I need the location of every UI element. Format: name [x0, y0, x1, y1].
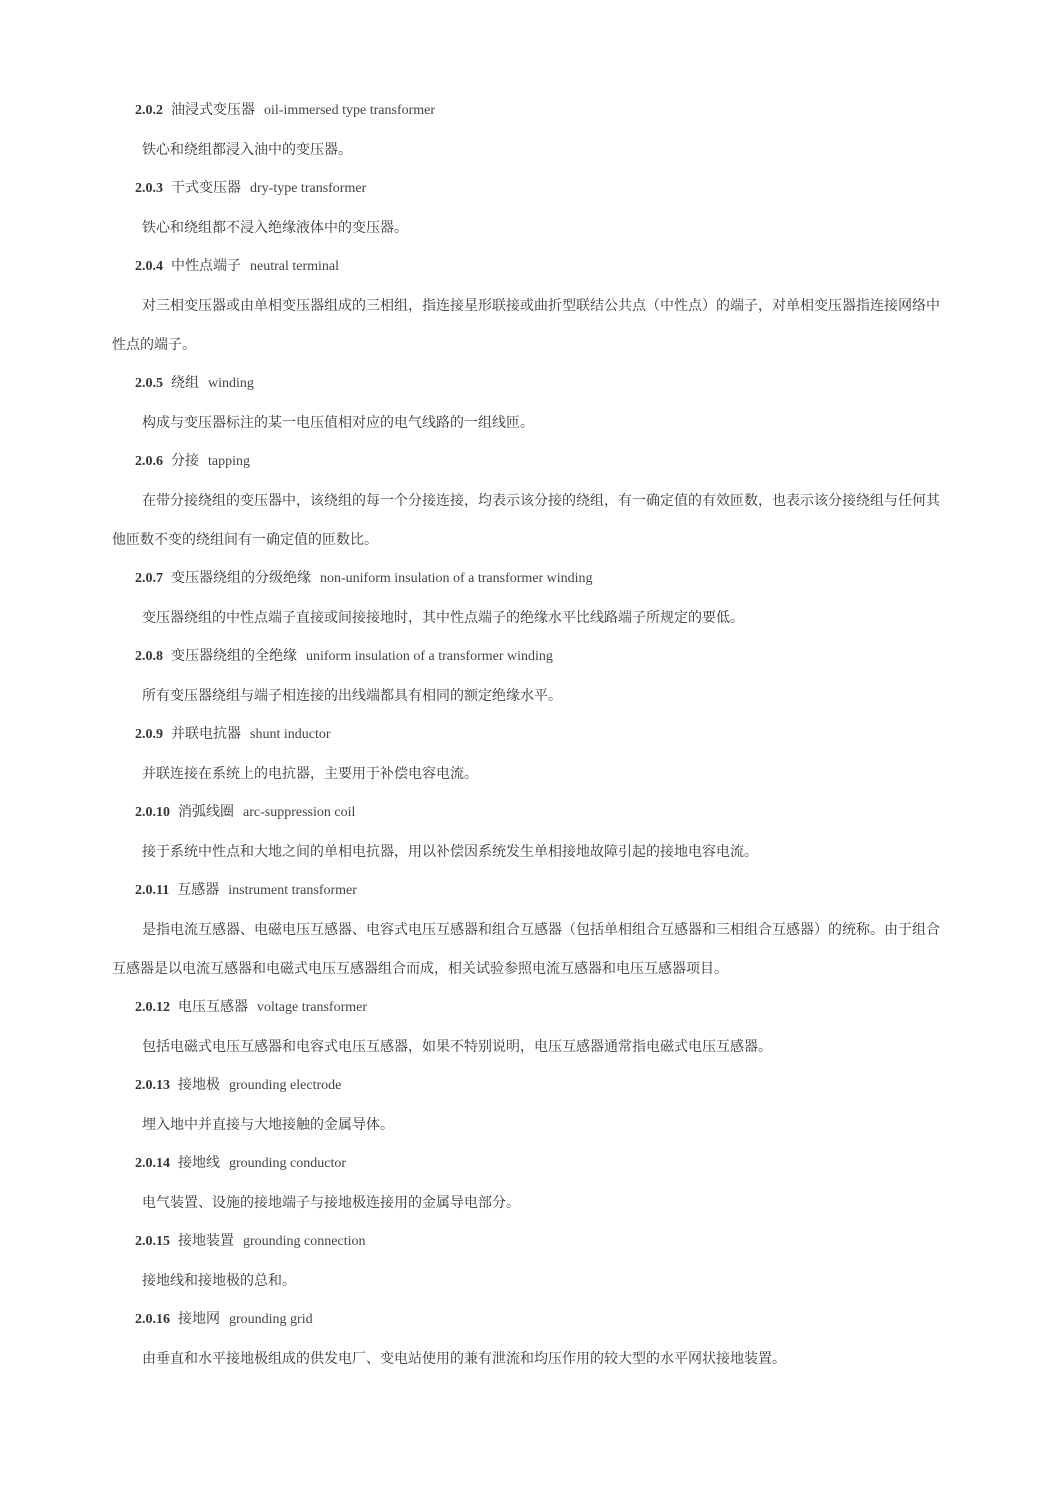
- term-heading: [112, 872, 944, 911]
- term-number: 2.0.6: [135, 454, 163, 469]
- term-number: 2.0.4: [135, 259, 163, 274]
- term-number: 2.0.15: [135, 1234, 170, 1249]
- term-number: 2.0.13: [135, 1078, 170, 1093]
- term-definition: 电气装置、设施的接地端子与接地极连接用的金属导电部分。: [142, 1195, 520, 1211]
- term-heading: [112, 1145, 944, 1184]
- term-number: 2.0.2: [135, 103, 163, 118]
- term-chinese: 干式变压器: [171, 180, 241, 196]
- term-number: 2.0.8: [135, 649, 163, 664]
- term-chinese: 消弧线圈: [178, 804, 234, 820]
- term-number: 2.0.12: [135, 1000, 170, 1015]
- term-heading: [112, 1301, 944, 1340]
- term-definition: 接地线和接地极的总和。: [142, 1273, 296, 1289]
- term-heading: [112, 1067, 944, 1106]
- term-english: grounding conductor: [229, 1156, 347, 1171]
- term-chinese: 电压互感器: [178, 999, 248, 1015]
- term-chinese: 接地极: [178, 1077, 220, 1093]
- term-heading: [112, 716, 944, 755]
- term-english: arc-suppression coil: [243, 805, 356, 820]
- term-definition: 由垂直和水平接地极组成的供发电厂、变电站使用的兼有泄流和均压作用的较大型的水平网状接地装置。: [142, 1351, 786, 1367]
- term-chinese: 中性点端子: [171, 258, 241, 274]
- term-english: uniform insulation of a transformer winding: [306, 649, 553, 664]
- term-chinese: 并联电抗器: [171, 726, 241, 742]
- term-heading: [112, 989, 944, 1028]
- term-number: 2.0.11: [135, 883, 170, 898]
- term-number: 2.0.9: [135, 727, 163, 742]
- term-definition: 构成与变压器标注的某一电压值相对应的电气线路的一组线匝。: [142, 415, 534, 431]
- term-chinese: 变压器绕组的全绝缘: [171, 648, 297, 664]
- term-chinese: 分接: [171, 453, 199, 469]
- term-chinese: 变压器绕组的分级绝缘: [171, 570, 311, 586]
- term-definition: 对三相变压器或由单相变压器组成的三相组，指连接星形联接或曲折型联结公共点（中性点）的端子，对单相变压器指连接网络中性点的端子。: [112, 298, 940, 353]
- term-heading: [112, 443, 944, 482]
- term-heading: [112, 638, 944, 677]
- term-english: grounding connection: [243, 1234, 366, 1249]
- term-heading: [112, 794, 944, 833]
- term-english: shunt inductor: [250, 727, 331, 742]
- term-chinese: 油浸式变压器: [171, 102, 255, 118]
- term-english: dry-type transformer: [250, 181, 367, 196]
- term-number: 2.0.5: [135, 376, 163, 391]
- term-heading: [112, 248, 944, 287]
- term-english: non-uniform insulation of a transformer winding: [320, 571, 593, 586]
- term-chinese: 接地装置: [178, 1233, 234, 1249]
- term-definition: 在带分接绕组的变压器中，该绕组的每一个分接连接，均表示该分接的绕组，有一确定值的有效匝数，也表示该分接绕组与任何其他匝数不变的绕组间有一确定值的匝数比。: [112, 493, 940, 548]
- term-heading: [112, 1223, 944, 1262]
- term-english: grounding electrode: [229, 1078, 342, 1093]
- term-english: voltage transformer: [257, 1000, 368, 1015]
- term-definition: 是指电流互感器、电磁电压互感器、电容式电压互感器和组合互感器（包括单相组合互感器和三相组合互感器）的统称。由于组合互感器是以电流互感器和电磁式电压互感器组合而成，相关试验参照电流互感器和电压互感器项目。: [112, 922, 940, 977]
- term-chinese: 互感器: [177, 882, 220, 898]
- term-definition: 包括电磁式电压互感器和电容式电压互感器，如果不特别说明，电压互感器通常指电磁式电压互感器。: [142, 1039, 772, 1055]
- term-definition: 埋入地中并直接与大地接触的金属导体。: [142, 1117, 394, 1133]
- term-chinese: 绕组: [171, 375, 199, 391]
- term-number: 2.0.7: [135, 571, 163, 586]
- term-heading: [112, 365, 944, 404]
- term-number: 2.0.16: [135, 1312, 170, 1327]
- term-heading: [112, 170, 944, 209]
- term-definition: 铁心和绕组都不浸入绝缘液体中的变压器。: [142, 220, 408, 236]
- term-number: 2.0.3: [135, 181, 163, 196]
- term-english: winding: [208, 376, 254, 391]
- term-english: neutral terminal: [250, 259, 340, 274]
- term-definition: 接于系统中性点和大地之间的单相电抗器，用以补偿因系统发生单相接地故障引起的接地电容电流。: [142, 844, 758, 860]
- term-heading: [112, 560, 944, 599]
- term-english: tapping: [208, 454, 250, 469]
- term-english: grounding grid: [229, 1312, 313, 1327]
- terms-section: [112, 92, 944, 1379]
- term-chinese: 接地线: [178, 1155, 220, 1171]
- term-number: 2.0.14: [135, 1156, 170, 1171]
- term-definition: 变压器绕组的中性点端子直接或间接接地时，其中性点端子的绝缘水平比线路端子所规定的要低。: [142, 610, 744, 626]
- term-number: 2.0.10: [135, 805, 170, 820]
- term-heading: [112, 92, 944, 131]
- term-chinese: 接地网: [178, 1311, 220, 1327]
- term-definition: 铁心和绕组都浸入油中的变压器。: [142, 142, 352, 158]
- term-definition: 并联连接在系统上的电抗器，主要用于补偿电容电流。: [142, 766, 478, 782]
- term-definition: 所有变压器绕组与端子相连接的出线端都具有相同的额定绝缘水平。: [142, 688, 562, 704]
- term-english: oil-immersed type transformer: [264, 103, 436, 118]
- term-english: instrument transformer: [228, 883, 357, 898]
